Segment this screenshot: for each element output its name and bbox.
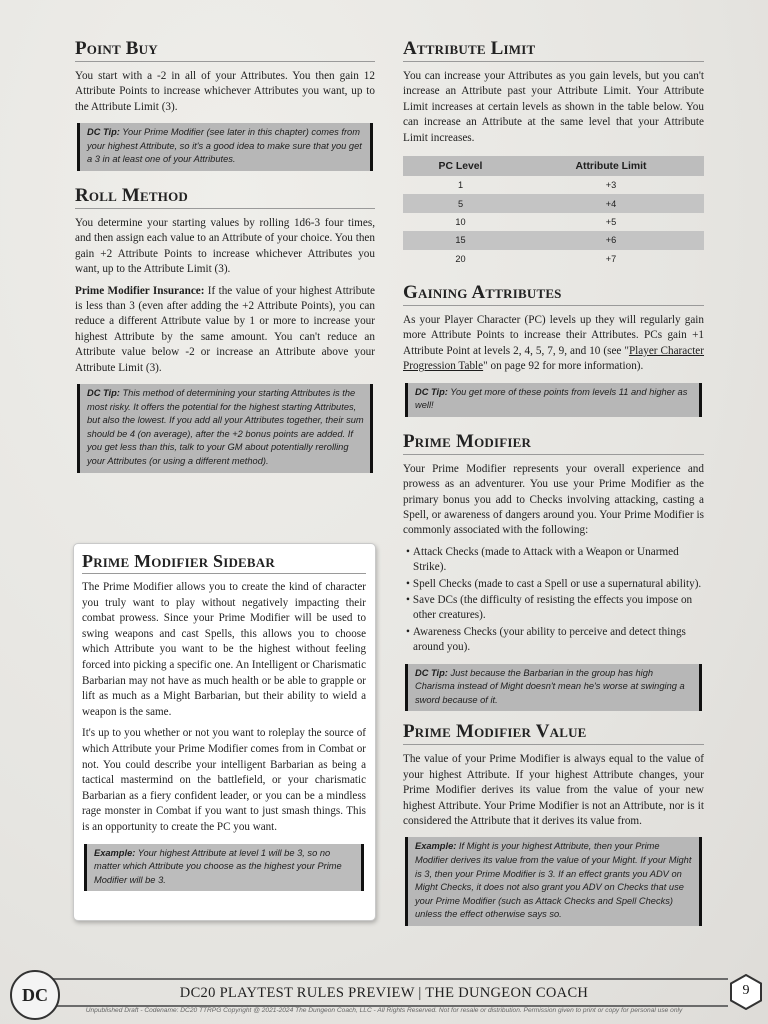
table-row bbox=[403, 176, 704, 194]
right-column bbox=[403, 38, 704, 936]
prime-modifier-value-body: The value of your Prime Modifier is always equal to the value of your highest Attribute. If your highest Attribute changes, your Prime Modifier derives its value from the value of your new highest Attribute. Your Prime Modifier is not an Attribute, nor is it considered the Attribute that it derives its value from. bbox=[403, 753, 704, 828]
prime-insurance-paragraph bbox=[75, 284, 375, 376]
sidebar-para-2: It's up to you whether or not you want to roleplay the source of which Attribute your Prime Modifier comes from in Combat or not. You could describe your intelligent Barbarian as being a tactical mastermind on the battlefield, or your charismatic Barbarian as a fiery confident leader, or you can be a mindless rage monster in Combat if you want to just smash things. This is an opportunity to create the PC you want. bbox=[82, 727, 366, 833]
prime-modifier-list bbox=[403, 545, 704, 656]
prime-modifier-value-heading: Prime Modifier Value bbox=[403, 721, 704, 745]
insurance-label: Prime Modifier Insurance: bbox=[75, 284, 205, 297]
example-label: Example: bbox=[94, 847, 136, 858]
table-cell: 20 bbox=[455, 253, 466, 264]
roll-method-heading: Roll Method bbox=[75, 185, 375, 209]
gaining-attributes-body bbox=[403, 313, 704, 375]
table-header-pc-level: PC Level bbox=[403, 156, 518, 176]
table-cell: 5 bbox=[403, 194, 518, 212]
table-cell: +7 bbox=[605, 253, 617, 264]
tip-label: DC Tip: bbox=[415, 667, 448, 678]
table-row bbox=[403, 231, 704, 249]
point-buy-heading: Point Buy bbox=[75, 38, 375, 62]
gaining-body-start: As your Player Character (PC) levels up they will regularly gain more Attribute Points to increase their Attributes. PCs gain +1 Attribute Point at levels 2, 4, 5, 7, 9, and 10 (see " bbox=[403, 313, 704, 357]
sidebar-heading: Prime Modifier Sidebar bbox=[82, 550, 366, 574]
tip-label: DC Tip: bbox=[415, 386, 448, 397]
table-cell: +6 bbox=[518, 231, 704, 249]
footer-rule-top bbox=[50, 978, 728, 980]
prime-modifier-tip bbox=[405, 664, 702, 712]
point-buy-tip bbox=[77, 123, 373, 171]
roll-method-tip bbox=[77, 384, 373, 473]
copyright-disclaimer: Unpublished Draft - Codename: DC20 TTRPG Copyright @ 2021-2024 The Dungeon Coach, LLC - All Rights Reserved. Not for resale or distribution. Permission given to print or copy for personal use only bbox=[85, 1007, 683, 1014]
tip-label: DC Tip: bbox=[87, 127, 120, 138]
table-cell: 10 bbox=[455, 217, 466, 227]
sidebar-para-1: The Prime Modifier allows you to create the kind of character you truly want to play without negatively impacting their combat prowess. Since your Prime Modifier will be used to swing weapons and cast Spells, this allows you to choose which Attribute you want to be the highest without feeling forced into picking a specific one. An Intelligent or Charismatic Barbarian may not have as much health or be able to grapple or lift as much as a Might Barbarian, but their ability to wield a weapon is the same. bbox=[82, 581, 366, 718]
tip-label: DC Tip: bbox=[87, 388, 120, 399]
table-cell: +4 bbox=[518, 194, 704, 212]
table-cell: +5 bbox=[605, 217, 617, 227]
table-cell: 15 bbox=[403, 231, 518, 249]
insurance-text: If the value of your highest Attribute is less than 3 (even after adding the +2 Attribute Points), you can reduce a different Attribute value by 1 or more to increase your highest Attribute by the same amount. You can't reduce an Attribute value below -2 or increase an Attribute above your Attribute Limit (3). bbox=[75, 284, 376, 374]
logo-text: DC bbox=[22, 984, 48, 1005]
prime-modifier-heading: Prime Modifier bbox=[403, 431, 704, 455]
prime-modifier-body: Your Prime Modifier represents your overall experience and prowess as an adventurer. You use your Prime Modifier as the primary bonus you add to Checks involving attacking, casting a Spell, or awareness of dangers around you. Your Prime Modifier is commonly associated with the following: bbox=[403, 462, 704, 537]
table-row bbox=[403, 213, 704, 231]
roll-method-body: You determine your starting values by rolling 1d6-3 four times, and then assign each value to an Attribute of your choice. You then gain +2 Attribute Points to increase whichever Attributes you want, up to the Attribute Limit (3). bbox=[75, 217, 375, 276]
page-number: 9 bbox=[742, 983, 750, 998]
table-row bbox=[403, 194, 704, 212]
table-cell: 1 bbox=[457, 180, 464, 191]
gaining-body-end: " on page 92 for more information). bbox=[483, 360, 644, 373]
list-item: • Attack Checks (made to Attack with a Weapon or Unarmed Strike). bbox=[403, 545, 704, 576]
footer-title: DC20 PLAYTEST RULES PREVIEW | THE DUNGEON COACH bbox=[179, 985, 589, 1001]
progression-table-link[interactable]: Player Character Progression Table bbox=[403, 344, 705, 373]
table-header-row bbox=[403, 156, 704, 176]
sidebar-example bbox=[84, 844, 364, 892]
prime-value-example bbox=[405, 837, 702, 926]
attribute-limit-heading: Attribute Limit bbox=[403, 38, 704, 62]
list-item: • Spell Checks (made to cast a Spell or use a supernatural ability). bbox=[403, 577, 704, 592]
example-label: Example: bbox=[415, 841, 457, 852]
tip-text: You get more of these points from levels 11 and higher as well! bbox=[415, 386, 688, 411]
tip-text: Just because the Barbarian in the group has high Charisma instead of Might doesn't mean he's worse at swinging a sword because of it. bbox=[415, 667, 685, 705]
left-column bbox=[75, 38, 375, 483]
attribute-limit-table bbox=[403, 156, 704, 268]
table-cell: +3 bbox=[605, 180, 617, 191]
table-row bbox=[403, 250, 704, 268]
tip-text: Your Prime Modifier (see later in this chapter) comes from your highest Attribute, so it's a good idea to make sure that you get a 3 in at least one of your Attributes. bbox=[87, 127, 362, 165]
example-text: If Might is your highest Attribute, then your Prime Modifier derives its value from the value of your Might. If your Might is 3, then your Prime Modifier is 3. If an effect grants you ADV on Might Checks, it does not also grant you ADV on Checks that use your Prime Modifier (such as Attack Checks and Spell Checks) unless the effect otherwise says so. bbox=[415, 841, 692, 920]
list-item: • Awareness Checks (your ability to perceive and detect things around you). bbox=[403, 625, 704, 656]
table-header-attribute-limit: Attribute Limit bbox=[518, 156, 704, 176]
point-buy-body: You start with a -2 in all of your Attributes. You then gain 12 Attribute Points to increase whichever Attributes you want, up to the Attribute Limit (3). bbox=[75, 70, 375, 113]
list-item: • Save DCs (the difficulty of resisting the effects you impose on other creatures). bbox=[403, 593, 704, 624]
gaining-tip bbox=[405, 383, 702, 417]
tip-text: This method of determining your starting Attributes is the most risky. It offers the potential for the highest starting Attributes, but also the lowest. If you add all your Attributes together, their sum should be 4 (on average), after the +2 bonus points are added. If you get less than this, talk to your GM about potentially rerolling your Attributes (or using a different method). bbox=[87, 388, 364, 467]
example-text: Your highest Attribute at level 1 will be 3, so no matter which Attribute you choose as the highest your Prime Modifier will be 3. bbox=[94, 847, 342, 885]
attribute-limit-body: You can increase your Attributes as you gain levels, but you can't increase an Attribute past your Attribute Limit. Your Attribute Limit increases at certain levels as shown in the table below. You can increase an Attribute at the same level that your Attribute Limit increases. bbox=[403, 70, 704, 144]
prime-modifier-sidebar bbox=[73, 543, 376, 921]
gaining-attributes-heading: Gaining Attributes bbox=[403, 282, 704, 306]
